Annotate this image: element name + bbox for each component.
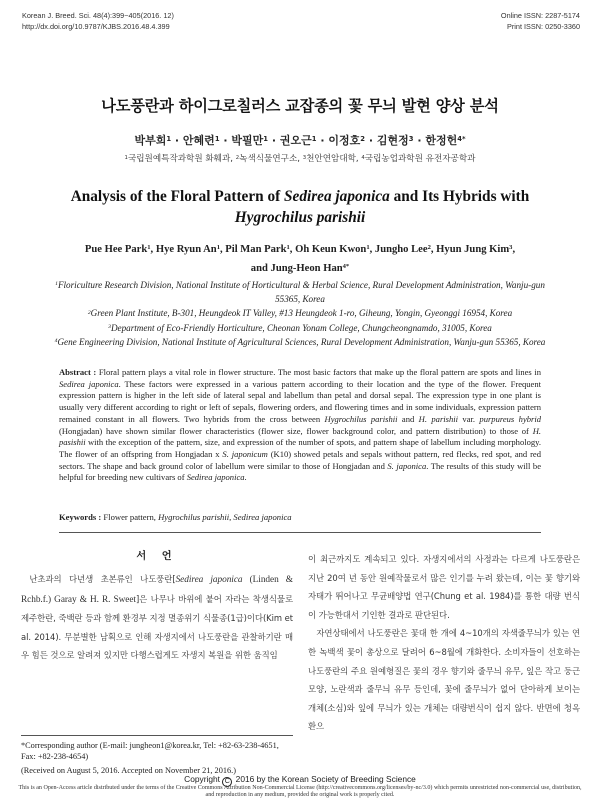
author-name: 안혜련: [182, 134, 215, 147]
affiliation-marker: 1: [263, 134, 269, 143]
doi-link[interactable]: http://dx.doi.org/10.9787/KJBS.2016.48.4.399: [22, 21, 170, 31]
keyword-text: Flower pattern,: [103, 512, 159, 522]
author-separator: ,: [430, 244, 437, 255]
keyword-species: Hygrochilus parishii: [158, 512, 230, 522]
body-paragraph: 이 최근까지도 계속되고 있다. 자생지에서의 사정과는 다르게 나도풍란은 지난 20여 년 동안 원예작물로서 많은 인기를 누려 왔는데, 이는 꽃 향기와 자태가 뛰어나고 무균배양법 연구(Chung et al. 1984)를 통한 대량 번식이 가능한대서 기인한 결과로 판단된다.: [308, 554, 580, 620]
keywords-label: Keywords :: [59, 512, 104, 522]
author-name: Hye Ryun An: [155, 244, 217, 255]
body-text: ]은 나무나 바위에 붙어 자라는 착생식물로 제주한란, 죽백란 등과 함께 환경부 지정 멸종위기 식물종(1급)이다(Kim et al. 2014). 무분별한 남획으로 인해 자생지에서 나도풍란을 관찰하기란 매우 힘든 것으로 알려져 있지만 다행스럽게도 자생지 복원을 위한 움직임: [21, 593, 293, 661]
keyword-text: ,: [229, 512, 234, 522]
author-separator: ·: [268, 134, 280, 147]
introduction-heading: 서 언: [136, 551, 178, 562]
author-separator: ,: [150, 244, 156, 255]
affiliation-marker: 4: [54, 338, 58, 345]
body-text: 난초과의 다년생 초본류인 나도풍란[: [29, 574, 176, 584]
abstract-text: (K10) showed petals and sepals without pattern, red flecks, red spot, and red sectors. The shape and back ground color of labellum were similar to those of Hongjadan and: [59, 448, 541, 471]
affiliation-marker: 1: [214, 134, 220, 143]
affiliation-marker: 1: [311, 134, 317, 143]
abstract-body: [59, 367, 541, 482]
english-title: [30, 186, 570, 228]
keywords-body: [103, 512, 291, 522]
affiliation-text: Floriculture Research Division, National Institute of Horticultural & Herbal Science, Rural Development Administration, Wanju-gun 55365, Korea: [57, 280, 545, 305]
korean-title: 나도풍란과 하이그로칠러스 교잡종의 꽃 무늬 발현 양상 분석: [101, 97, 499, 115]
journal-citation: Korean J. Breed. Sci. 48(4):399~405(2016. 12): [22, 11, 174, 20]
english-authors: [40, 240, 560, 278]
affiliation-text: 녹색식물연구소,: [239, 154, 303, 164]
issn-block: [501, 11, 580, 32]
left-column: [21, 570, 293, 665]
affiliation-marker: 1: [366, 244, 370, 252]
author-name: Pil Man Park: [225, 244, 287, 255]
section-divider: [59, 532, 541, 533]
print-issn: Print ISSN: 0250-3360: [506, 21, 580, 31]
affiliation-marker: 2: [235, 154, 240, 161]
intro-paragraph: [21, 570, 293, 665]
abstract-text: with the exception of the pattern, size, and expression of the number of spots, and pattern shape of labellum including morphology. The flower of an offspring from Hongjadan x: [59, 437, 541, 459]
affiliation-text: Gene Engineering Division, National Institute of Agricultural Sciences, Rural Development Administration, Wanju-gun 55365, Korea: [57, 336, 546, 347]
abstract-text: var.: [458, 413, 480, 424]
abstract-text: . These factors were expressed in a various pattern according to their location and the type of the flower. Frequent expression pattern is higher in the left side of lateral sepal and labellum than petal and dorsal sepal. The expression type in one plant is usually very different according to right or left of sepals, flowering orders, and flowering times and in some individuals, expression pattern remained constant in all flowers. Two hybrids from the cross between: [59, 378, 541, 424]
affiliation-marker: 2: [427, 244, 431, 252]
author-name: and Jung-Heon Han: [250, 263, 343, 274]
affiliation-text: Department of Eco-Friendly Horticulture, Cheonan Yonam College, Chungcheongnamdo, 31005, Korea: [110, 322, 492, 333]
latin-text: Sedirea japonica: [175, 575, 243, 585]
species-name: Sedirea japonica: [59, 378, 119, 389]
footnote-divider: [21, 735, 293, 736]
author-name: Jungho Lee: [374, 244, 428, 255]
author-separator: ·: [413, 134, 426, 147]
author-separator: ,: [512, 244, 516, 255]
affiliation: [46, 306, 554, 320]
author-separator: ,: [289, 244, 296, 255]
author-name: Oh Keun Kwon: [295, 244, 367, 255]
affiliation: [46, 321, 554, 335]
affiliation: [46, 278, 554, 306]
author-separator: ·: [365, 134, 377, 147]
species-name: H. pasishii: [59, 425, 541, 448]
affiliation-marker: 3: [408, 134, 414, 143]
author-separator: ,: [219, 244, 226, 255]
author-name: 한정헌: [425, 134, 458, 147]
affiliation-marker: 4*: [457, 134, 466, 143]
affiliation-marker: 2: [360, 134, 366, 143]
affiliation-marker: 2: [87, 309, 91, 316]
license-notice: This is an Open-Access article distributed under the terms of the Creative Commons Attribution Non-Commercial License (http://creativecommons.org/licenses/by-nc/3.0) which permits unrestricted non-commercial use, distribution, and reproduction in any medium, provided the original work is properly cited.: [18, 785, 582, 799]
author-separator: ,: [369, 244, 375, 255]
keywords: [59, 512, 541, 522]
affiliation-marker: 4*: [342, 263, 350, 271]
body-paragraph: 자연상태에서 나도풍란은 꽃대 한 개에 4~10개의 자색줄무늬가 있는 연한 녹백색 꽃이 총상으로 달려어 6~8월에 개화한다. 소비자들이 선호하는 나도풍란의 주요 원예형질은 꽃의 경우 향기와 줄무늬 유무, 잎은 작고 둥근 모양, 노란색과 줄무늬 유무 등인데, 꽃에 줄무늬가 없어 단아하게 보이는 개체(소심)와 잎에 무늬가 있는 개체는 대량번식이 쉽지 않다. 반면에 청옥환으: [308, 628, 580, 732]
author-name: 김현정: [376, 134, 409, 147]
author-separator: ·: [316, 134, 329, 147]
affiliation-marker: 1: [124, 154, 128, 161]
author-name: 이정호: [328, 134, 361, 147]
abstract-text: Floral pattern plays a vital role in flower structure. The most basic factors that make up the floral pattern are spots and lines in: [98, 367, 541, 377]
title-species: Sedirea japonica: [284, 188, 390, 205]
abstract-text: and: [397, 413, 419, 424]
species-name: S. japonicum: [222, 448, 268, 459]
affiliation-text: 천안연암대학,: [306, 154, 362, 164]
species-name: S. japonica: [387, 460, 427, 471]
affiliation-marker: 3: [509, 244, 513, 252]
author-name: Pue Hee Park: [84, 244, 148, 255]
author-name: 박필만: [231, 134, 264, 147]
korean-authors: [0, 132, 600, 148]
affiliation-marker: 1: [55, 281, 58, 288]
copyright-text-post: 2016 by the Korean Society of Breeding Science: [233, 774, 416, 784]
corresponding-author-footnote: *Corresponding author (E-mail: jungheon1@korea.kr, Tel: +82-63-238-4651, Fax: +82-238-4654): [21, 741, 279, 762]
copyright-icon: C: [222, 777, 232, 787]
affiliation-text: 국립농업과학원 유전자공학과: [364, 154, 476, 164]
abstract-text: .: [244, 472, 247, 483]
author-name: 박부희: [134, 134, 167, 147]
affiliation-marker: 1: [216, 244, 220, 252]
abstract-text: . The results of this study will be helpful for breeding new cultivars of: [59, 460, 541, 483]
author-name: Hyun Jung Kim: [436, 244, 510, 255]
abstract-text: (Hongjadan) have shown similar flower characteristics (flower size, flower background color, and pattern distribution) to those of: [59, 425, 533, 436]
title-part: and Its Hybrids with: [389, 188, 530, 205]
species-name: purpureus hybrid: [479, 413, 541, 424]
keyword-species: Sedirea japonica: [233, 512, 292, 522]
abstract-label: Abstract :: [59, 367, 99, 377]
affiliation-marker: 1: [166, 134, 172, 143]
affiliation-text: Green Plant Institute, B-301, Heungdeok IT Valley, #13 Heungdeok 1-ro, Giheung, Yongin, Gyeonggi 16954, Korea: [90, 308, 513, 319]
affiliation-marker: 3: [108, 324, 111, 331]
affiliation-text: 국립원예특작과학원 화훼과,: [127, 154, 236, 164]
affiliation-marker: 1: [147, 244, 151, 252]
title-species: Hygrochilus parishii: [234, 209, 366, 226]
korean-affiliations: [0, 152, 600, 164]
online-issn: Online ISSN: 2287-5174: [500, 11, 580, 20]
species-name: Sedirea japonica: [186, 472, 245, 483]
abstract: [59, 367, 541, 484]
affiliation: [46, 335, 554, 349]
latin-text: (Linden & Rchb.f.) Garay & H. R. Sweet: [21, 575, 293, 605]
affiliation-marker: 1: [286, 244, 290, 252]
author-separator: ·: [219, 134, 232, 147]
received-date: (Received on August 5, 2016. Accepted on November 21, 2016.): [21, 766, 236, 775]
affiliation-marker: 4: [361, 154, 365, 161]
english-affiliations: [46, 278, 554, 349]
journal-header: [22, 11, 174, 32]
right-column: [308, 550, 580, 736]
copyright-text-pre: Copyright: [184, 774, 223, 784]
species-name: Hygrochilus parishii: [324, 413, 398, 424]
species-name: H. parishii: [418, 413, 458, 424]
author-separator: ·: [171, 134, 183, 147]
title-part: Analysis of the Floral Pattern of: [70, 188, 285, 205]
author-name: 권오근: [279, 134, 312, 147]
affiliation-marker: 3: [302, 154, 307, 161]
